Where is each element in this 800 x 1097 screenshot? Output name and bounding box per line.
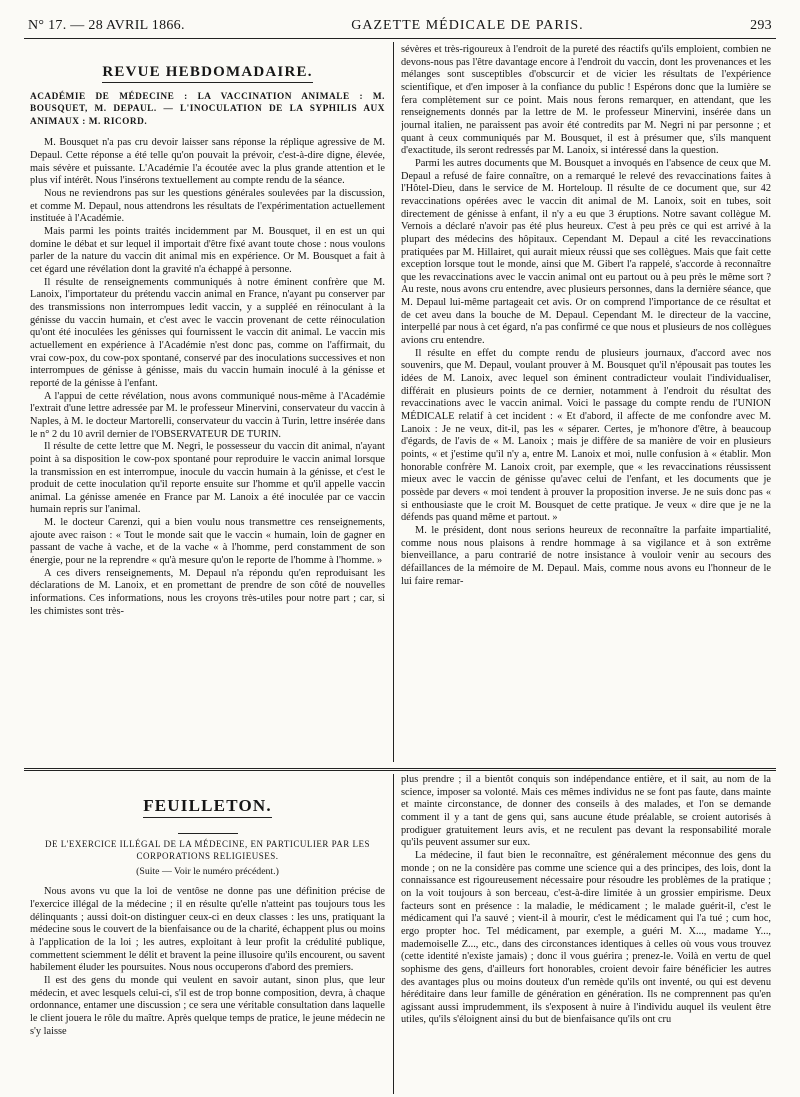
feuilleton-right-text: [401, 774, 771, 1027]
feuilleton-left-text: [30, 886, 385, 1038]
feuilleton-note: (Suite — Voir le numéro précédent.): [136, 865, 279, 877]
feuilleton-short-rule: [178, 833, 238, 834]
issue-date: N° 17. — 28 AVRIL 1866.: [28, 18, 185, 33]
paragraph: Mais parmi les points traités incidemment par M. Bousquet, il en est un qui domine le débat et sur lequel il importait d'être fixé avant toute chose : nous voulons parler de la nature du vaccin dit animal mis en expérience. Or M. Bousquet a fait à cet égard une révélation dont la gravité n'a échappé à personne.: [30, 226, 385, 275]
paragraph: A ces divers renseignements, M. Depaul n'a répondu qu'en reproduisant les déclarations de M. Lanoix, et en promettant de prendre de son côté de nouvelles informations. Ces informations, nous les croyons très-utiles pour notre part ; car, si les chimistes sont très-: [30, 567, 385, 617]
feuilleton-column-divider: [393, 774, 394, 1094]
paragraph: M. le président, dont nous serions heureux de reconnaître la parfaite impartialité, comme nous nous plaisons à rendre hommage à sa vigilance et à son extrême bienveillance, a paru contrarié de notre insistance à vouloir venir au secours des défaillances de la mémoire de M. Depaul. Mais, comme nous avons eu l'honneur de le lui faire remar-: [401, 524, 771, 587]
paragraph: plus prendre ; il a bientôt conquis son indépendance entière, et il sait, au nom de la science, imposer sa volonté. Mais ces mêmes individus ne se font pas faute, dans mainte et mainte circonstance, de donner des conseils à des malades, et l'on se demande comment il y a tant de gens qui, sans aucune étude préalable, se croient autorisés à prodiguer gratuitement leurs avis, et ne reculent pas devant la responsabilité morale qu'ils peuvent assumer sur eux.: [401, 774, 771, 849]
revue-right-text: [401, 44, 771, 588]
paragraph: La médecine, il faut bien le reconnaître, est généralement méconnue des gens du monde ; on ne la considère pas comme une science qui a des principes, des lois, dont la connaissance est rigoureusement nécessaire pour résoudre les problèmes de la pratique ; on la voit toujours à son berceau, c'est-à-dire limitée à un grossier empirisme. Deux facteurs sont en présence : la maladie, le médicament ; le malade guérit-il, c'est le médicament qui l'a sauvé ; vient-il à mourir, c'est le médicament qui l'a tué ; cum hoc, ergo propter hoc. Tel médicament, par exemple, a guéri M. X..., madame Y..., mademoiselle Z..., etc., dans des circonstances identiques à celles où vous vous trouvez (cette identité n'existe jamais) ; donc il vous guérira ; prenez-le. Voilà en vertu de quel sophisme des gens, d'ailleurs fort honorables, croient devoir faire bénéficier les autres des avantages plus ou moins douteux d'un remède qu'ils ont inventé, ou qui est devenu héréditaire dans leur famille de génération en génération. Ils ne comprennent pas qu'en agissant aussi imprudemment, ils s'exposent à nuire à l'individu auquel ils veulent être utiles, qu'ils s'éloignent ainsi du but de bienfaisance qu'ils ont cru: [401, 849, 771, 1026]
feuilleton-right-column: [401, 774, 771, 1092]
paragraph: Il est des gens du monde qui veulent en savoir autant, sinon plus, que leur médecin, et avec lesquels celui-ci, s'il est de trop bonne composition, devra, à chaque ordonnance, entamer une discussion ; ce sera une véritable consultation dans laquelle le client jouera le rôle du maître. Après quelque temps de pratice, le jeune médecin ne s'y laisse: [30, 974, 385, 1037]
revue-title: REVUE HEBDOMADAIRE.: [30, 66, 385, 79]
header-rule: [24, 38, 776, 39]
paragraph: Nous avons vu que la loi de ventôse ne donne pas une définition précise de l'exercice illégal de la médecine ; il en résulte qu'elle n'atteint pas toujours tous les délinquants ; aussi doit-on distinguer ceux-ci en deux classes : les uns, pratiquant la médecine sous le couvert de la bienfaisance ou de la charité, échappent plus ou moins à l'application de la loi ; les autres, exploitant à leur profit la crédulité publique, commettent sciemment le délit et bravent la peine illusoire qu'ils encourent, ou savent habilement éluder les poursuites. Nous nous occuperons d'abord des premiers.: [30, 886, 385, 974]
paragraph: Il résulte de renseignements communiqués à notre éminent confrère que M. Lanoix, l'importateur du prétendu vaccin animal en France, n'ayant pu conserver par des transmissions non interrompues ledit vaccin, y a suppléé en réinoculant à la génisse du vaccin humain, et c'est avec le vaccin provenant de cette réinoculation qu'ont été inoculées les génisses qui fournissent le vaccin dit animal. Le vaccin mis actuellement en expérience à l'Académie n'est donc pas, comme on l'affirmait, du vrai cow-pox, du cow-pox spontané, conservé par des inoculations successives et non interrompues de génisse à génisse, mais du vaccin humain inoculé à la génisse et reporté de la génisse à l'enfant.: [30, 276, 385, 389]
paragraph: A l'appui de cette révélation, nous avons communiqué nous-même à l'Académie l'extrait d'une lettre adressée par M. le professeur Minervini, conservateur du vaccin à Naples, à M. le docteur Martorelli, conservateur du vaccin à Turin, lettre insérée dans le n° 2 du 10 avril dernier de l'OBSERVATEUR DE TURIN.: [30, 390, 385, 440]
revue-right-column: [401, 44, 771, 762]
feuilleton-divider: [24, 768, 776, 771]
feuilleton-left-column: [30, 774, 385, 1092]
paragraph: Il résulte de cette lettre que M. Negri, le possesseur du vaccin dit animal, n'ayant point à sa disposition le cow-pox spontané pour reproduire le vaccin animal lorsque la transmission en est interrompue, inocule du vaccin humain à la génisse, et c'est le produit de cette inoculation qu'il reporte ensuite sur l'homme et qu'il appelle vaccin animal. La génisse amenée en France par M. Lanoix a été inoculée par ce vaccin humain repris sur l'animal.: [30, 441, 385, 516]
feuilleton-title: FEUILLETON.: [30, 800, 385, 813]
feuilleton-subhead: DE L'EXERCICE ILLÉGAL DE LA MÉDECINE, EN PARTICULIER PAR LES CORPORATIONS RELIGIEUSES.: [44, 838, 371, 861]
page-header: [28, 10, 772, 34]
journal-title: GAZETTE MÉDICALE DE PARIS.: [351, 18, 584, 33]
paragraph: Nous ne reviendrons pas sur les questions générales soulevées par la discussion, et comme M. Depaul, nous attendrons les résultats de l'expérimentation actuellement instituée à l'Académie.: [30, 188, 385, 225]
paragraph: sévères et très-rigoureux à l'endroit de la pureté des réactifs qu'ils emploient, combien ne devons-nous pas l'être davantage encore à l'endroit du vaccin, dont les provenances et les mélanges sont susceptibles d'obscurcir et de vicier les résultats de l'expérience scientifique, et d'en imposer à la confiance du public ! Espérons donc que la lumière se fera complètement sur ce point. Mais nous ferons remarquer, en attendant, que les renseignements donnés par la lettre de M. le professeur Minervini, insérée dans un journal italien, ne paraissent pas avoir été contredits par M. Negri ni par personne ; et quant à ceux communiqués par M. Bousquet, il est à présumer que, s'ils manquent d'exactitude, ils seront redressés par M. Lanoix, si intéressé dans la question.: [401, 44, 771, 157]
page-number: 293: [750, 18, 772, 33]
column-divider: [393, 42, 394, 762]
paragraph: M. Bousquet n'a pas cru devoir laisser sans réponse la réplique agressive de M. Depaul. Cette réponse a été telle qu'on pouvait la prévoir, c'est-à-dire digne, élevée, mais sévère et puissante. L'Académie l'a écoutée avec la plus grande attention et le plus vif intérêt. Nous l'insérons textuellement au compte rendu de la séance.: [30, 137, 385, 187]
revue-left-column: [30, 44, 385, 762]
paragraph: Il résulte en effet du compte rendu de plusieurs journaux, d'accord avec nos souvenirs, que M. Depaul, voulant prouver à M. Bousquet qu'il n'épousait pas toutes les idées de M. Lanoix, avec lequel son éminent contradicteur voulait l'individualiser, différait en plusieurs points de ce dernier, notamment à l'endroit du résultat des revaccinations avec le vaccin animal. Voici le passage du compte rendu de l'UNION MÉDICALE relatif à cet incident : « Et d'abord, il affecte de me confondre avec M. Lanoix : Je ne veux, dit-il, pas les « séparer. Certes, je m'honore d'être, à beaucoup d'égards, de l'avis de « M. Lanoix ; mais je diffère de sa manière de voir en plusieurs points, « et j'estime qu'il n'y a, entre M. Lanoix et moi, nulle confusion à « établir. Mon honorable confrère M. Lanoix croit, par exemple, que « les revaccinations réussissent mieux avec le vaccin de génisse qu'avec celui de l'enfant, et les documents que je possède par devers « moi tendent à prouver la proposition inverse. Je ne suis donc pas « si enthousiaste que le croit M. Bousquet de cette pratique. Je veux « dire que je ne la défends pas quand même et partout. »: [401, 347, 771, 524]
paragraph: Parmi les autres documents que M. Bousquet a invoqués en l'absence de ceux que M. Depaul a refusé de faire connaître, on a remarqué le relevé des revaccinations faites à l'Hôtel-Dieu, dans le service de M. Horteloup. Il résulte de ce document que, sur 42 revaccinations opérées avec le vaccin dit animal de M. Lanoix, soit en tubes, soit directement de génisse à enfant, il n'y a eu que 3 éruptions. Notre savant collègue M. Vernois a déclaré n'avoir pas été plus heureux. C'est à peu près ce qui est arrivé à la plupart des médecins des hôpitaux. Cependant M. Depaul a cité les revaccinations pratiquées par M. Hillairet, qui aurait mieux réussi que ses collègues. Mais que fait cette exception lorsque tout le monde, ainsi que M. Gibert l'a rappelé, s'accorde à reconnaître que les revaccinations avec le vaccin animal ont eu partout ou à peu près le même sort ? Au reste, nous avons cru entendre, avec plusieurs personnes, dans la dernière séance, que M. Depaul lui-même partageait cet avis. Or on comprend l'importance de ce résultat et de cet aveu dans la bouche de M. Depaul. Cependant M. le directeur de la vaccine, interpellé par nous à cet égard, n'a pas confirmé ce que nous et plusieurs de nos collègues avions cru entendre.: [401, 157, 771, 347]
paragraph: M. le docteur Carenzi, qui a bien voulu nous transmettre ces renseignements, ajoute avec raison : « Tout le monde sait que le vaccin « humain, loin de gagner en passant de vache à vache, et de la vache « à l'homme, perd constamment de son énergie, pour ne la reprendre « qu'à mesure qu'on le reporte de l'homme à l'homme. »: [30, 517, 385, 567]
revue-left-text: [30, 137, 385, 618]
revue-subhead: ACADÉMIE DE MÉDECINE : LA VACCINATION ANIMALE : M. BOUSQUET, M. DEPAUL. — L'INOCULATION DE LA SYPHILIS AUX ANIMAUX : M. RICORD.: [30, 91, 385, 127]
